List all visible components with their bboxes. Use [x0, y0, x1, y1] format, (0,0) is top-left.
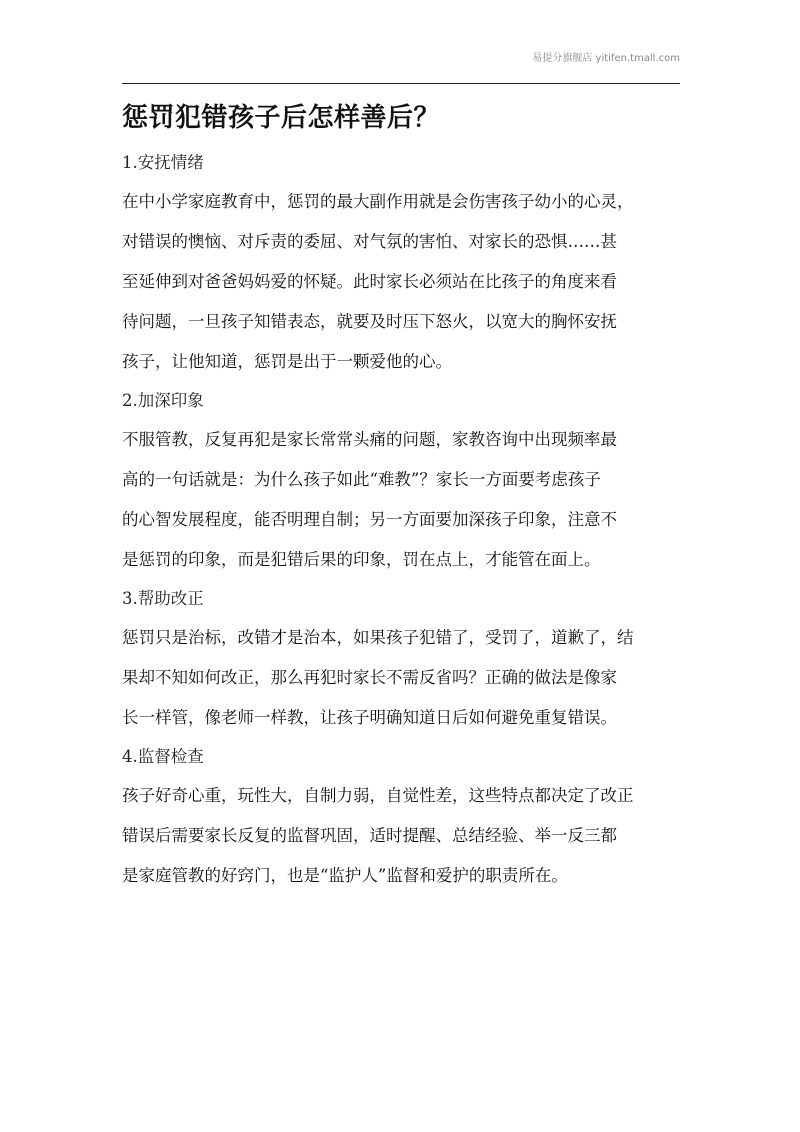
paragraph-line: 果却不知如何改正，那么再犯时家长不需反省吗？正确的做法是像家	[122, 668, 617, 687]
paragraph-line: 错误后需要家长反复的监督巩固，适时提醒、总结经验、举一反三都	[122, 826, 617, 845]
paragraph-line: 的心智发展程度，能否明理自制；另一方面要加深孩子印象，注意不	[122, 510, 617, 529]
paragraph-line: 惩罚只是治标，改错才是治本，如果孩子犯错了，受罚了，道歉了，结	[122, 628, 634, 647]
section-4	[122, 738, 682, 896]
section-heading: 1.安抚情绪	[122, 153, 204, 172]
document-title: 惩罚犯错孩子后怎样善后？	[122, 103, 441, 133]
section-heading: 2.加深印象	[122, 391, 204, 410]
section-paragraph	[122, 618, 682, 738]
section-paragraph	[122, 182, 682, 382]
section-1	[122, 144, 682, 382]
paragraph-line: 高的一句话就是：为什么孩子如此“难教”？家长一方面要考虑孩子	[122, 470, 601, 489]
paragraph-line: 是惩罚的印象，而是犯错后果的印象，罚在点上，才能管在面上。	[122, 550, 601, 569]
paragraph-line: 对错误的懊恼、对斥责的委屈、对气氛的害怕、对家长的恐惧……甚	[122, 232, 617, 251]
page-header	[122, 52, 680, 66]
store-watermark: 易提分旗舰店 yitifen.tmall.com	[532, 53, 680, 64]
section-heading: 3.帮助改正	[122, 589, 204, 608]
document-body	[122, 144, 682, 896]
paragraph-line: 不服管教，反复再犯是家长常常头痛的问题，家教咨询中出现频率最	[122, 430, 617, 449]
section-paragraph	[122, 776, 682, 896]
paragraph-line: 待问题，一旦孩子知错表态，就要及时压下怒火，以宽大的胸怀安抚	[122, 312, 617, 331]
paragraph-line: 孩子好奇心重，玩性大，自制力弱，自觉性差，这些特点都决定了改正	[122, 786, 634, 805]
section-heading: 4.监督检查	[122, 747, 204, 766]
paragraph-line: 在中小学家庭教育中，惩罚的最大副作用就是会伤害孩子幼小的心灵，	[122, 192, 634, 211]
paragraph-line: 至延伸到对爸爸妈妈爱的怀疑。此时家长必须站在比孩子的角度来看	[122, 272, 617, 291]
section-paragraph	[122, 420, 682, 580]
section-3	[122, 580, 682, 738]
paragraph-line: 孩子，让他知道，惩罚是出于一颗爱他的心。	[122, 352, 452, 371]
section-2	[122, 382, 682, 580]
paragraph-line: 长一样管，像老师一样教，让孩子明确知道日后如何避免重复错误。	[122, 708, 617, 727]
paragraph-line: 是家庭管教的好窍门，也是“监护人”监督和爱护的职责所在。	[122, 866, 568, 885]
header-divider	[122, 83, 680, 84]
